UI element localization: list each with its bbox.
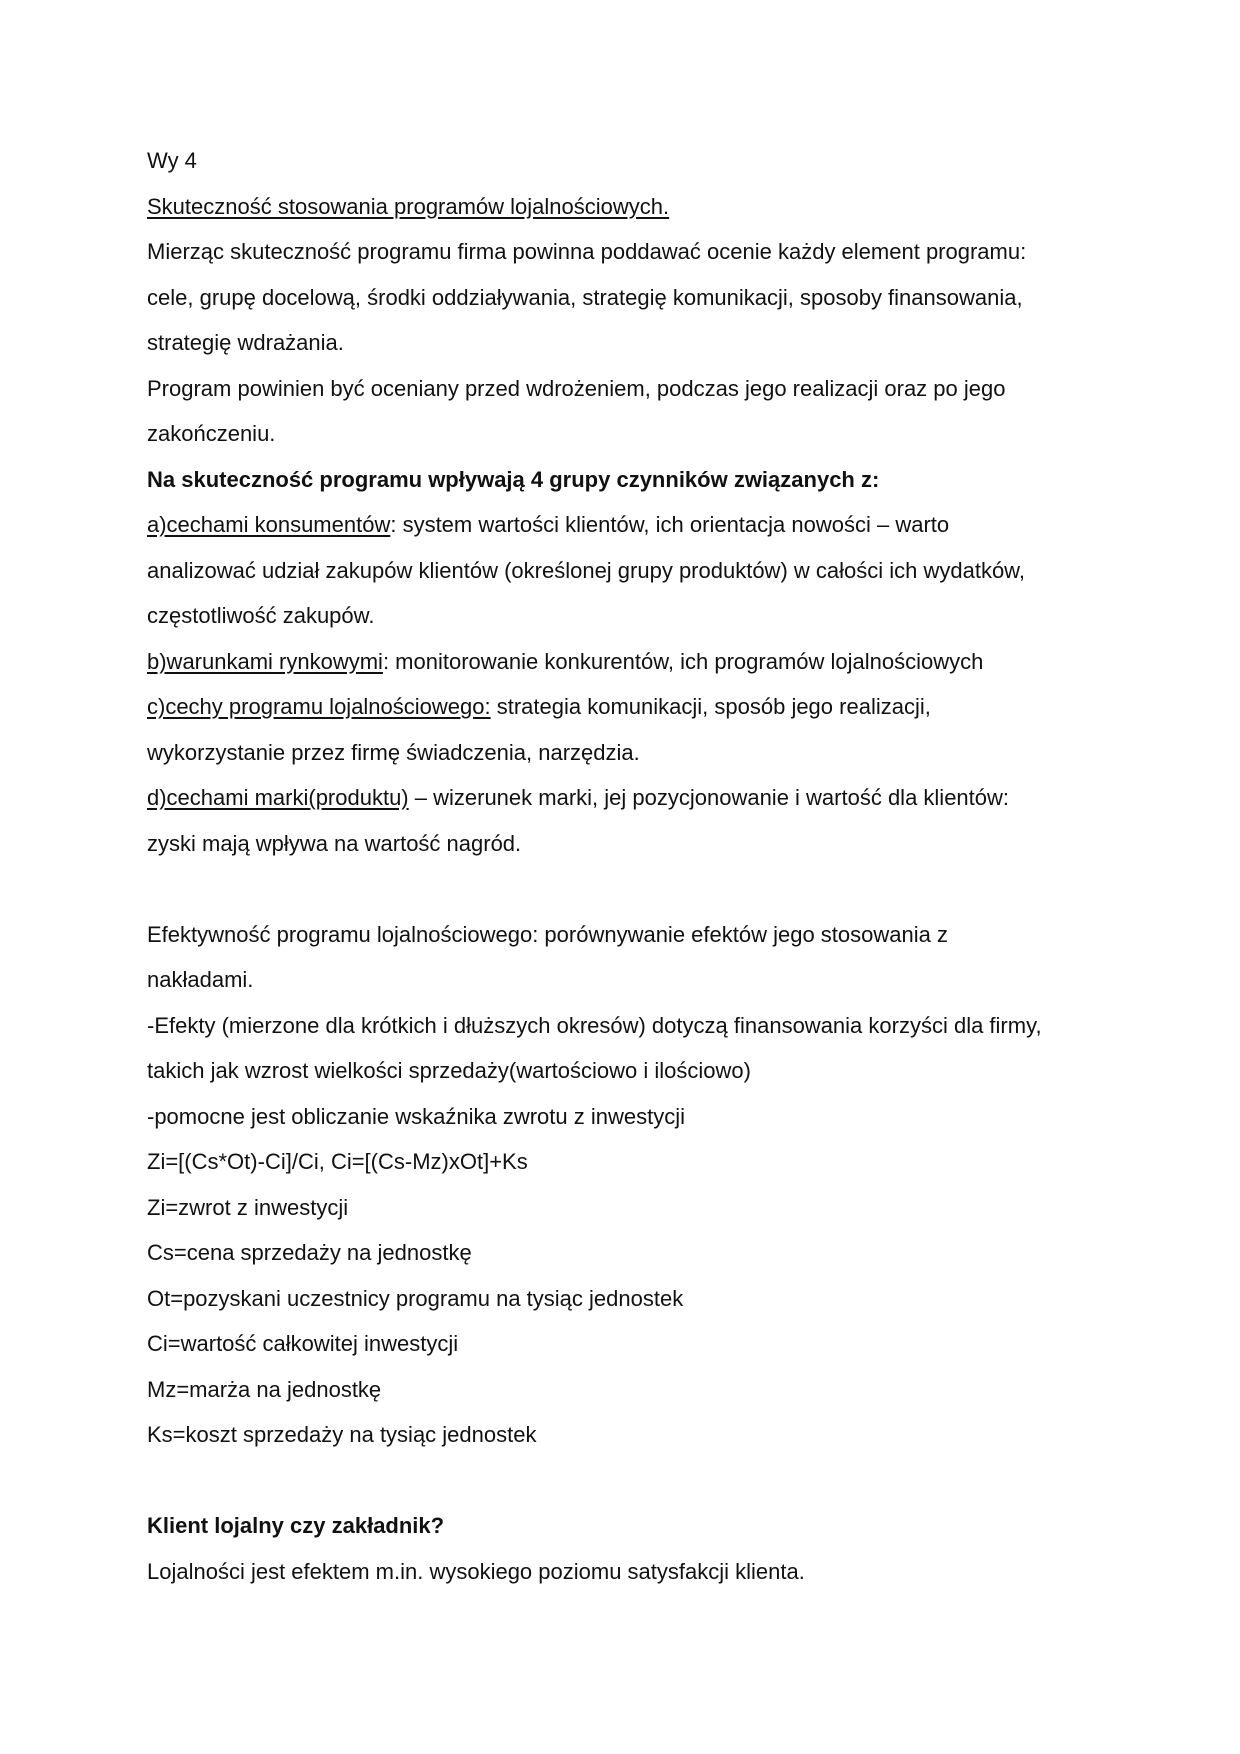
- factor-c-text: strategia komunikacji, sposób jego realizacji,: [490, 694, 931, 719]
- factor-a-label: a)cechami konsumentów: [147, 512, 391, 537]
- lecture-header: Wy 4: [147, 148, 197, 173]
- paragraph-line: strategię wdrażania.: [147, 330, 344, 355]
- factors-heading: Na skuteczność programu wpływają 4 grupy czynników związanych z:: [147, 466, 880, 492]
- factor-c-label: c)cechy programu lojalnościowego:: [147, 694, 491, 719]
- paragraph-line: cele, grupę docelową, środki oddziaływania, strategię komunikacji, sposoby finansowania,: [147, 284, 1023, 310]
- factor-b-label: b)warunkami rynkowymi: [147, 648, 383, 674]
- efficiency-line: Efektywność programu lojalnościowego: porównywanie efektów jego stosowania z: [147, 921, 948, 947]
- definition-line: Ks=koszt sprzedaży na tysiąc jednostek: [147, 1422, 537, 1447]
- definition-line: Mz=marża na jednostkę: [147, 1376, 382, 1402]
- paragraph-line: Program powinien być oceniany przed wdrożeniem, podczas jego realizacji oraz po jego: [147, 375, 1006, 401]
- factor-d-continued: zyski mają wpływa na wartość nagród.: [147, 830, 522, 856]
- factor-c-continued: wykorzystanie przez firmę świadczenia, narzędzia.: [147, 739, 640, 765]
- factor-b: [147, 639, 1107, 685]
- definition-line: Ot=pozyskani uczestnicy programu na tysiąc jednostek: [147, 1285, 684, 1311]
- factor-d-label: d)cechami marki(produktu): [147, 785, 409, 810]
- definition-line: Ci=wartość całkowitej inwestycji: [147, 1331, 459, 1356]
- paragraph-line: zakończeniu.: [147, 421, 276, 446]
- efficiency-line: nakładami.: [147, 967, 254, 992]
- definition-line: Cs=cena sprzedaży na jednostkę: [147, 1240, 472, 1265]
- spacer: [147, 1458, 1107, 1504]
- factor-d: [147, 775, 1107, 821]
- factor-a-continued: częstotliwość zakupów.: [147, 603, 375, 628]
- factor-a: [147, 502, 1107, 548]
- formula-line: Zi=[(Cs*Ot)-Ci]/Ci, Ci=[(Cs-Mz)xOt]+Ks: [147, 1149, 528, 1174]
- section-title: Skuteczność stosowania programów lojalnościowych.: [147, 193, 670, 219]
- factor-c: [147, 684, 1107, 730]
- document-body: [147, 138, 1107, 1594]
- section3-heading: Klient lojalny czy zakładnik?: [147, 1513, 445, 1538]
- efficiency-line: takich jak wzrost wielkości sprzedaży(wartościowo i ilościowo): [147, 1058, 751, 1083]
- spacer: [147, 866, 1107, 912]
- efficiency-line: -Efekty (mierzone dla krótkich i dłuższych okresów) dotyczą finansowania korzyści dla firmy,: [147, 1012, 1042, 1038]
- factor-d-text: – wizerunek marki, jej pozycjonowanie i wartość dla klientów:: [408, 785, 1010, 810]
- paragraph-line: Mierząc skuteczność programu firma powinna poddawać ocenie każdy element programu:: [147, 239, 1027, 264]
- section3-line: Lojalności jest efektem m.in. wysokiego poziomu satysfakcji klienta.: [147, 1558, 805, 1584]
- factor-a-continued: analizować udział zakupów klientów (określonej grupy produktów) w całości ich wydatków,: [147, 557, 1025, 583]
- efficiency-line: -pomocne jest obliczanie wskaźnika zwrotu z inwestycji: [147, 1103, 685, 1129]
- definition-line: Zi=zwrot z inwestycji: [147, 1194, 349, 1220]
- factor-a-text: : system wartości klientów, ich orientacja nowości – warto: [390, 512, 950, 537]
- factor-b-text: : monitorowanie konkurentów, ich programów lojalnościowych: [382, 648, 984, 674]
